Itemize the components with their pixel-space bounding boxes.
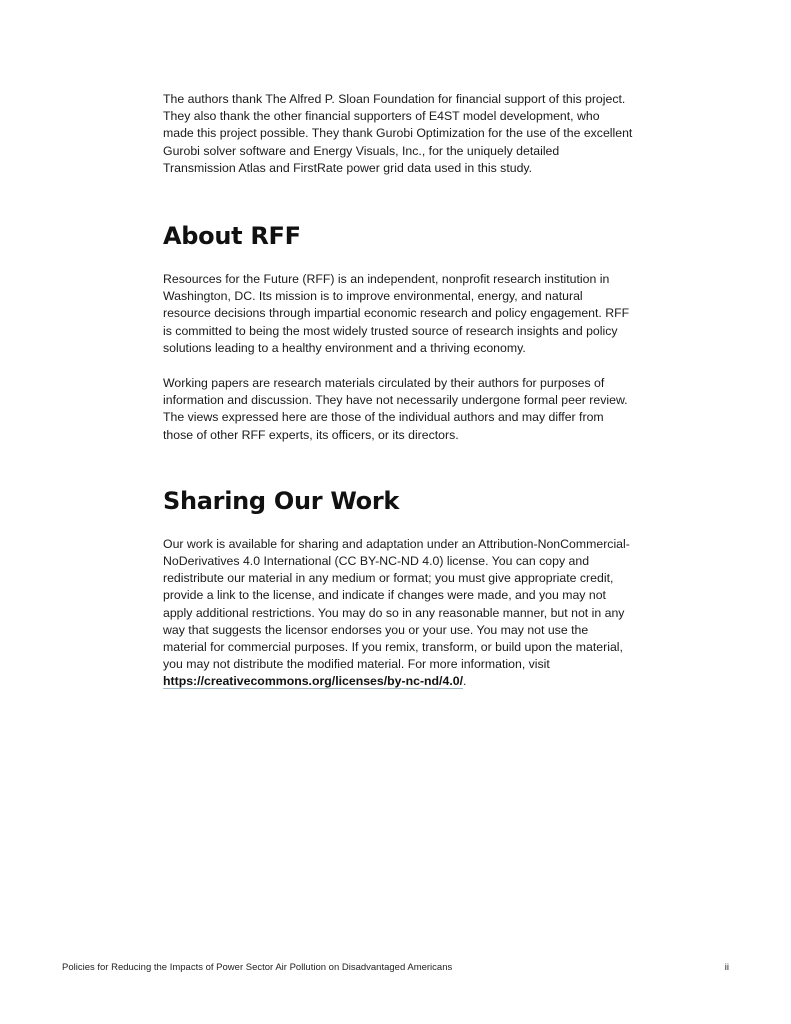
page-content — [163, 91, 633, 691]
sharing-trailing: . — [463, 674, 467, 689]
license-link[interactable]: https://creativecommons.org/licenses/by-nc-nd/4.0/ — [163, 674, 463, 689]
sharing-paragraph — [163, 536, 633, 691]
footer-title: Policies for Reducing the Impacts of Power Sector Air Pollution on Disadvantaged Americans — [62, 962, 453, 973]
page-number: ii — [724, 962, 729, 973]
about-rff-paragraph: Resources for the Future (RFF) is an independent, nonprofit research institution in Washington, DC. Its mission is to improve environmental, energy, and natural resource decisions through impartial economic research and policy engagement. RFF is committed to being the most widely trusted source of research insights and policy solutions leading to a healthy environment and a thriving economy. — [163, 272, 630, 355]
sharing-our-work-heading: Sharing Our Work — [163, 486, 400, 515]
about-rff-heading: About RFF — [163, 222, 301, 251]
sharing-text: Our work is available for sharing and adaptation under an Attribution-NonCommercial-NoDerivatives 4.0 International (CC BY-NC-ND 4.0) license. You can copy and redistribute our material in any medium or format; you must give appropriate credit, provide a link to the license, and indicate if changes were made, and you may not apply additional restrictions. You may do so in any reasonable manner, but not in any way that suggests the licensor endorses you or your use. You may not use the material for commercial purposes. If you remix, transform, or build upon the material, you may not distribute the modified material. For more information, visit — [163, 536, 630, 672]
acknowledgments-paragraph: The authors thank The Alfred P. Sloan Foundation for financial support of this project. They also thank the other financial supporters of E4ST model development, who made this project possible. They thank Gurobi Optimization for the use of the excellent Gurobi solver software and Energy Visuals, Inc., for the uniquely detailed Transmission Atlas and FirstRate power grid data used in this study. — [163, 92, 633, 175]
working-papers-paragraph: Working papers are research materials circulated by their authors for purposes of information and discussion. They have not necessarily undergone formal peer review. The views expressed here are those of the individual authors and may differ from those of other RFF experts, its officers, or its directors. — [163, 376, 628, 442]
